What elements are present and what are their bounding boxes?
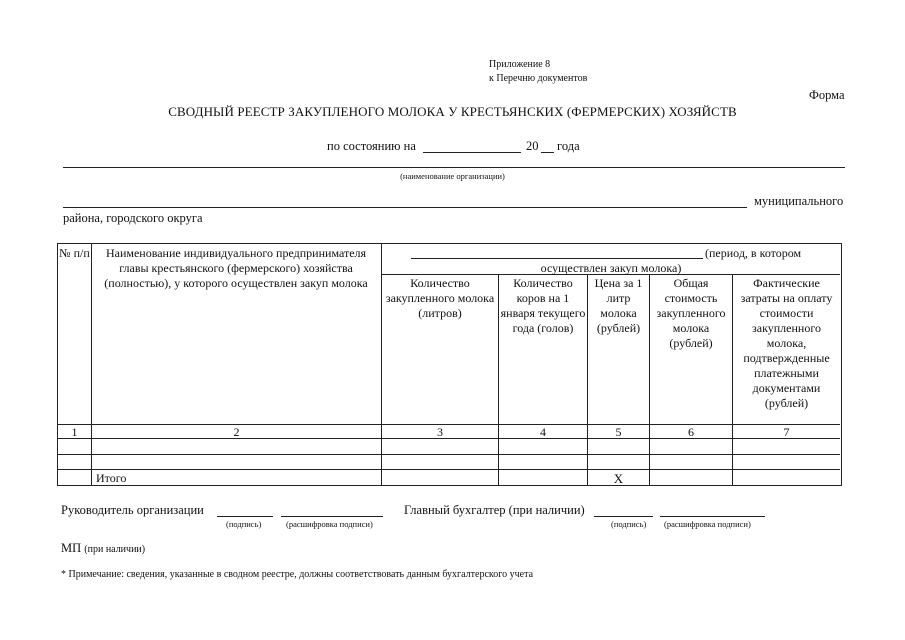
header-entity-name: Наименование индивидуального предпринимателя главы крестьянского (фермерского) хозяйства (полностью), у которого осуществлен закуп молока (104, 246, 368, 290)
header-total-cost: Общая стоимость закупленного молока (рублей) (656, 276, 726, 350)
table-rule (57, 469, 840, 470)
header-milk-liters: Количество закупленного молока (литров) (385, 276, 495, 320)
municipality-line (63, 207, 747, 208)
chief-signature-line (594, 516, 653, 517)
appendix-reference: к Перечню документов (489, 73, 588, 84)
stamp-mp: МП (61, 541, 82, 555)
as-of-suffix: года (557, 139, 580, 153)
total-price-mark: X (613, 471, 624, 486)
column-number: 1 (71, 425, 78, 439)
header-price-per-liter: Цена за 1 литр молока (рублей) (594, 276, 643, 335)
period-blank-line (411, 258, 703, 259)
form-label: Форма (809, 88, 845, 102)
as-of-date-blank (423, 152, 521, 153)
column-number: 3 (437, 425, 443, 439)
head-decoding-line (281, 516, 383, 517)
chief-accountant-label: Главный бухгалтер (при наличии) (404, 503, 585, 517)
column-number: 5 (615, 425, 622, 439)
chief-decoding-line (660, 516, 765, 517)
column-number: 4 (540, 425, 546, 439)
stamp-label (61, 541, 145, 556)
organization-caption: (наименование организации) (400, 171, 505, 181)
chief-decoding-caption: (расшифровка подписи) (664, 519, 751, 529)
table-rule (57, 454, 840, 455)
column-number: 2 (233, 425, 240, 439)
period-suffix: (период, в котором (705, 246, 802, 260)
chief-signature-caption: (подпись) (611, 519, 647, 529)
header-actual-costs: Фактические затраты на оплату стоимости закупленного молока, подтвержденные платежными документами (рублей) (740, 276, 833, 410)
municipal-suffix: муниципального (754, 194, 844, 208)
header-cows-count: Количество коров на 1 января текущего года (голов) (500, 276, 586, 335)
as-of-prefix: по состоянию на (327, 139, 416, 153)
head-signature-caption: (подпись) (226, 519, 262, 529)
period-line2: осуществлен закуп молока) (540, 261, 682, 275)
head-signature-label: Руководитель организации (61, 503, 204, 517)
column-number: 6 (688, 425, 694, 439)
document-title: СВОДНЫЙ РЕЕСТР ЗАКУПЛЕНОГО МОЛОКА У КРЕСТЬЯНСКИХ (ФЕРМЕРСКИХ) ХОЗЯЙСТВ (168, 104, 737, 119)
municipal-line2: района, городского округа (63, 211, 203, 225)
appendix-label: Приложение 8 (489, 59, 551, 70)
column-number: 7 (783, 425, 790, 439)
organization-name-line (63, 167, 845, 168)
footnote: * Примечание: сведения, указанные в сводном реестре, должны соответствовать данным бухгалтерского учета (61, 569, 534, 580)
table-divider (381, 243, 382, 485)
header-number: № п/п (59, 246, 90, 260)
total-row-label: Итого (96, 471, 127, 485)
table-divider (91, 243, 92, 485)
head-signature-line (217, 516, 273, 517)
stamp-note: (при наличии) (84, 544, 146, 555)
as-of-year: 20 (526, 139, 539, 153)
as-of-year-blank (541, 152, 554, 153)
head-decoding-caption: (расшифровка подписи) (286, 519, 373, 529)
